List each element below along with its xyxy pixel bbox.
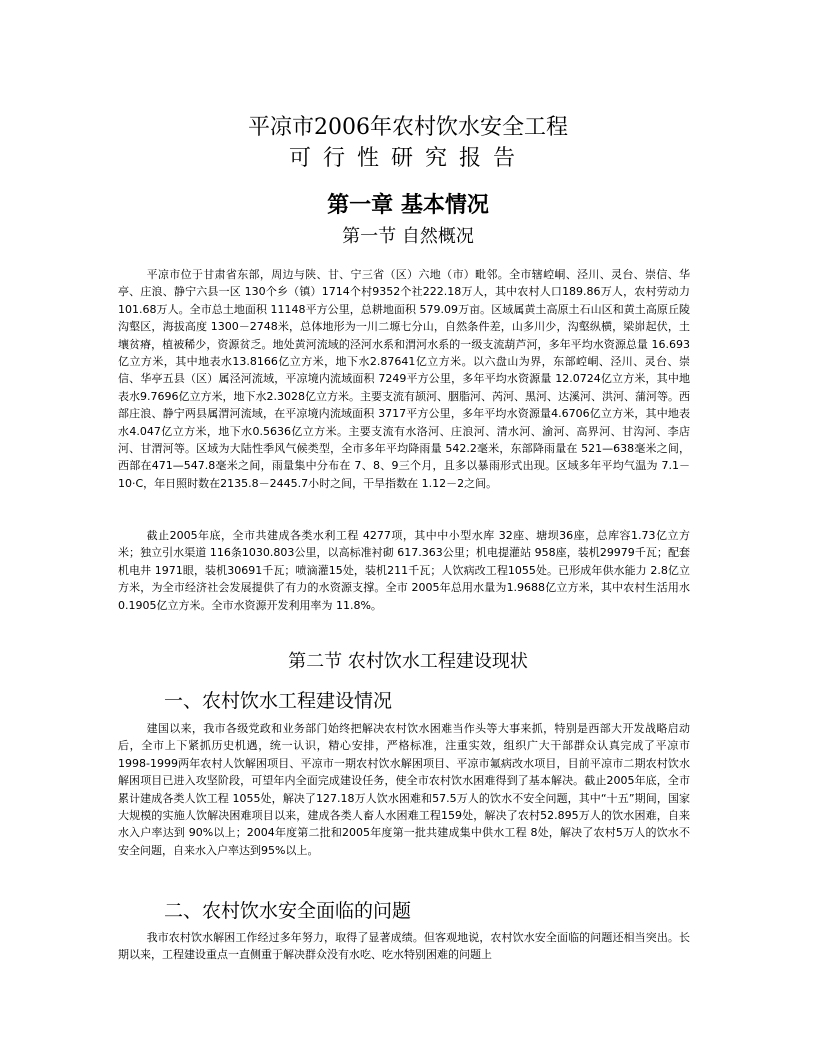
paragraph-natural-overview: 平凉市位于甘肃省东部，周边与陕、甘、宁三省（区）六地（市）毗邻。全市辖崆峒、泾川、灵台、崇信、华亭、庄浪、静宁六县一区 130个乡（镇）1714个村9352个社222.18万人，其中农村人口189.86万人，农村劳动力 101.68万人。全市总土地面积 11148平方公里，总耕地面积 579.09万亩。区域属黄土高原土石山区和黄土高原丘陵沟壑区，海拔高度 1300－2748米，总体地形为一川二塬七分山，自然条件差，山多川少，沟壑纵横，梁峁起伏，土壤贫瘠，植被稀少，资源贫乏。地处黄河流域的泾河水系和渭河水系的一级支流葫芦河，多年平均水资源总量 16.693亿立方米，其中地表水13.8166亿立方米，地下水2.87641亿立方米。以六盘山为界，东部崆峒、泾川、灵台、崇信、华亭五县（区）属泾河流域，平凉境内流域面积 7249平方公里，多年平均水资源量 12.0724亿立方米，其中地表水9.7696亿立方米，地下水2.3028亿立方米。主要支流有颉河、胭脂河、芮河、黑河、达溪河、洪河、蒲河等。西部庄浪、静宁两县属渭河流域，在平凉境内流域面积 3717平方公里，多年平均水资源量4.6706亿立方米，其中地表水4.047亿立方米，地下水0.5636亿立方米。主要支流有水洛河、庄浪河、清水河、渝河、高界河、甘沟河、李店河、甘渭河等。区域为大陆性季风气候类型，全市多年平均降雨量 542.2毫米，东部降雨量在 521—638毫米之间，西部在471—547.8毫米之间，雨量集中分布在 7、8、9三个月，且多以暴雨形式出现。区域多年平均气温为 7.1－10·C，年日照时数在2135.8－2445.7小时之间，干旱指数在 1.12－2之间。 — [118, 268, 690, 490]
section-heading-drinking-water-status: 第二节 农村饮水工程建设现状 — [288, 651, 528, 672]
paragraph-water-projects: 截止2005年底，全市共建成各类水利工程 4277项，其中中小型水库 32座、塘坝36座，总库容1.73亿立方米；独立引水渠道 116条1030.803公里，以高标准衬砌 617.363公里；机电提灌站 958座，装机29979千瓦；配套机电井 1971眼，装机30691千瓦；喷滴灌15处，装机211千瓦；人饮病改工程1055处。已形成年供水能力 2.8亿立方米，为全市经济社会发展提供了有力的水资源支撑。全市 2005年总用水量为1.9688亿立方米，其中农村生活用水 0.1905亿立方米。全市水资源开发利用率为 11.8%。 — [118, 529, 690, 612]
subheading-construction: 一、农村饮水工程建设情况 — [164, 690, 393, 712]
section-heading-natural-overview: 第一节 自然概况 — [342, 226, 474, 247]
subheading-problems: 二、农村饮水安全面临的问题 — [164, 900, 412, 922]
paragraph-problems: 我市农村饮水解困工作经过多年努力，取得了显著成绩。但客观地说，农村饮水安全面临的问题还相当突出。长期以来，工程建设重点一直侧重于解决群众没有水吃、吃水特别困难的问题上 — [118, 931, 690, 962]
report-title-line1: 平凉市2006年农村饮水安全工程 — [248, 115, 568, 140]
report-title-line2: 可行性研究报告 — [288, 146, 527, 171]
paragraph-construction: 建国以来，我市各级党政和业务部门始终把解决农村饮水困难当作头等大事来抓，特别是西部大开发战略启动后，全市上下紧抓历史机遇，统一认识，精心安排，严格标准，注重实效，组织广大干部群众认真完成了平凉市 1998-1999两年农村人饮解困项目、平凉市一期农村饮水解困项目、平凉市氟病改水项目，目前平凉市二期农村饮水解困项目已进入攻坚阶段，可望年内全面完成建设任务，使全市农村饮水困难得到了基本解决。截止2005年底，全市累计建成各类人饮工程 1055处，解决了127.18万人饮水困难和57.5万人的饮水不安全问题，其中“十五”期间，国家大规模的实施人饮解决困难项目以来，建成各类人畜人水困难工程159处，解决了农村52.895万人的饮水困难，自来水入户率达到 90%以上；2004年度第二批和2005年度第一批共建成集中供水工程 8处，解决了农村5万人的饮水不安全问题，自来水入户率达到95%以上。 — [118, 722, 690, 857]
chapter-heading: 第一章 基本情况 — [327, 192, 489, 218]
